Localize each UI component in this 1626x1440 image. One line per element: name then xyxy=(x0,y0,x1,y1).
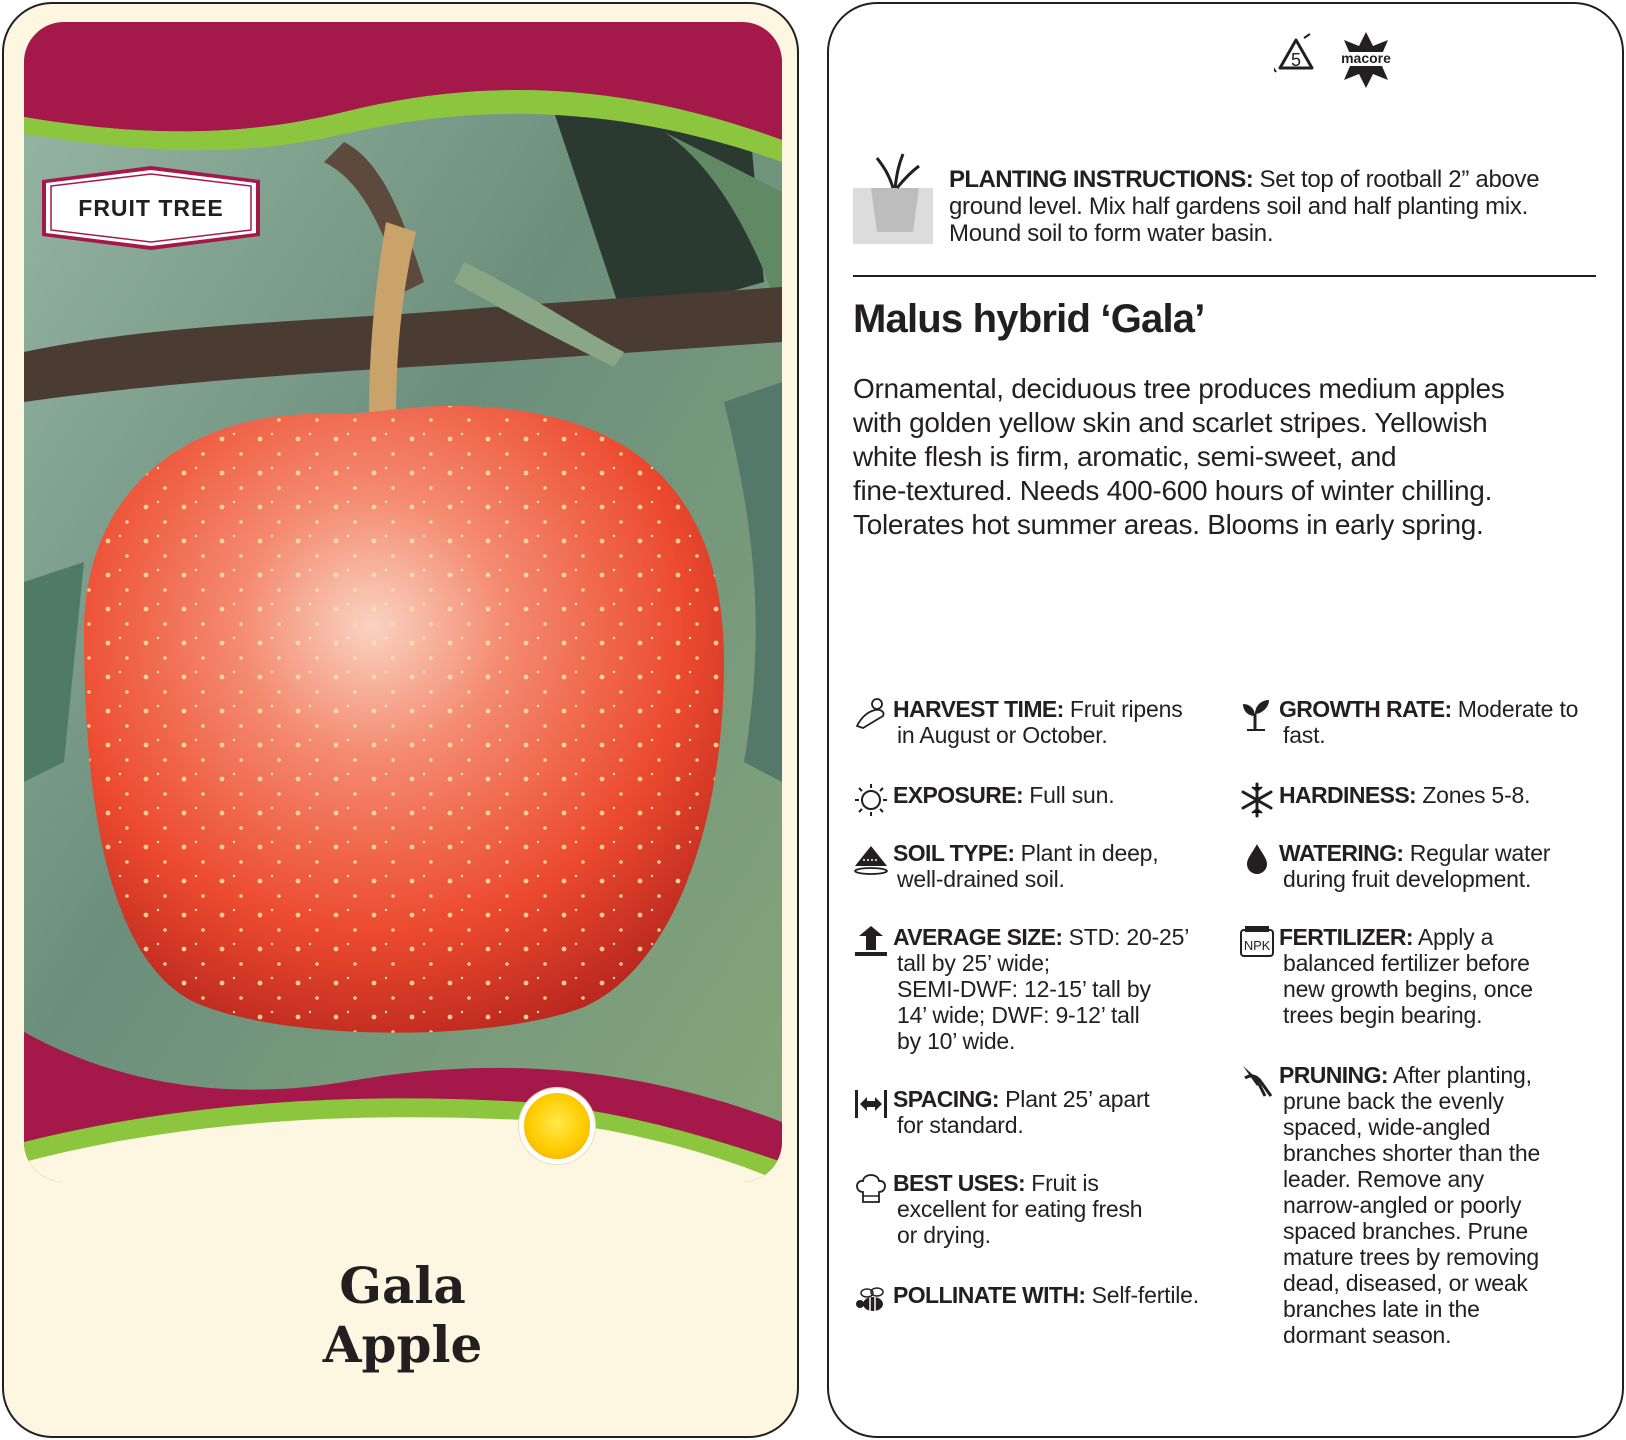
spacing-arrow-icon xyxy=(853,1086,889,1122)
divider xyxy=(853,275,1596,277)
water-drop-icon xyxy=(1239,840,1275,876)
front-card xyxy=(2,2,799,1438)
description-line: Ornamental, deciduous tree produces medium apples xyxy=(853,373,1505,404)
common-name-line1: Gala xyxy=(339,1256,466,1315)
chef-hat-icon xyxy=(853,1170,889,1206)
botanical-name: Malus hybrid ‘Gala’ xyxy=(853,297,1205,341)
common-name xyxy=(4,1256,799,1374)
description-line: Tolerates hot summer areas. Blooms in early spring. xyxy=(853,509,1484,540)
snowflake-icon xyxy=(1239,782,1275,818)
recycling-logos xyxy=(1274,28,1424,98)
description xyxy=(853,372,1573,542)
planting-instructions xyxy=(853,152,1593,252)
svg-text:macore: macore xyxy=(1341,50,1391,66)
fruit-tree-badge xyxy=(34,166,268,250)
sun-icon xyxy=(853,782,889,818)
soil-mound-icon xyxy=(853,840,889,876)
macore-logo-icon xyxy=(1336,32,1396,88)
svg-text:5: 5 xyxy=(1290,50,1302,70)
planting-line1: Set top of rootball 2” above xyxy=(1253,166,1540,193)
common-name-line2: Apple xyxy=(322,1315,483,1374)
full-sun-indicator-icon xyxy=(519,1088,595,1164)
pruning-shears-icon xyxy=(1239,1062,1275,1098)
height-arrow-icon xyxy=(853,924,889,960)
badge-label: FRUIT TREE xyxy=(78,194,224,221)
description-line: white flesh is firm, aromatic, semi-sweet, and xyxy=(853,441,1397,472)
sprout-icon xyxy=(1239,696,1275,732)
svg-text:NPK: NPK xyxy=(1243,938,1271,953)
planting-line2: ground level. Mix half gardens soil and half planting mix. xyxy=(949,193,1528,220)
potted-plant-icon xyxy=(853,152,937,246)
recycle-icon xyxy=(1274,34,1312,72)
description-line: with golden yellow skin and scarlet stripes. Yellowish xyxy=(853,407,1488,438)
npk-bag-icon xyxy=(1239,924,1275,960)
planting-label: PLANTING INSTRUCTIONS: xyxy=(949,166,1254,193)
planting-line3: Mound soil to form water basin. xyxy=(949,220,1274,247)
description-line: fine-textured. Needs 400-600 hours of winter chilling. xyxy=(853,475,1493,506)
harvest-hand-icon xyxy=(853,696,889,732)
back-card: 5 macore PLANTING INSTRUCTIONS: Set top of rootball 2” above ground level. Mix half gardens soil and half planting mix. Mound soil to form water basin. Malus hybrid ‘Gala’ Ornamental, deciduous tree produces medium apples with golden yellow skin and scarlet stripes. Yellowish white flesh is firm, aromatic, semi-sweet, and fine-textured. Needs 400-600 hours of winter chilling. Tolerates hot summer areas. Blooms in early spring. HARVEST TIME: Fruit ripens in August or October. EXPOSURE: Full sun. SOIL TYPE: Plant in deep, well-drained soil. AVERAGE SIZE: STD: 20-25’ tall by 25’ wide; SEMI-DWF: 12-15’ tall by 14’ wide; DWF: 9-12’ tall by 10’ wide. SPACING: Plant 25’ apart for standard. BEST USES: Fruit is excellent for eating fresh or drying. POLLINATE WITH: Self-fertile. GROWTH RATE: Moderate to fast. HARDINESS: Zones 5-8. WATERING: Regular water during fruit development. NPK FERTILIZER: Apply a balanced fertilizer before new growth begins, once trees begin bearing. PRUNING: After planting, prune back the evenly spaced, wide-angled branches shorter than the leader. Remove any narrow-angled or poorly spaced branches. Prune mature trees by removing dead, diseased, or weak branches late in the dormant season. xyxy=(827,2,1624,1438)
bee-icon xyxy=(853,1282,889,1318)
